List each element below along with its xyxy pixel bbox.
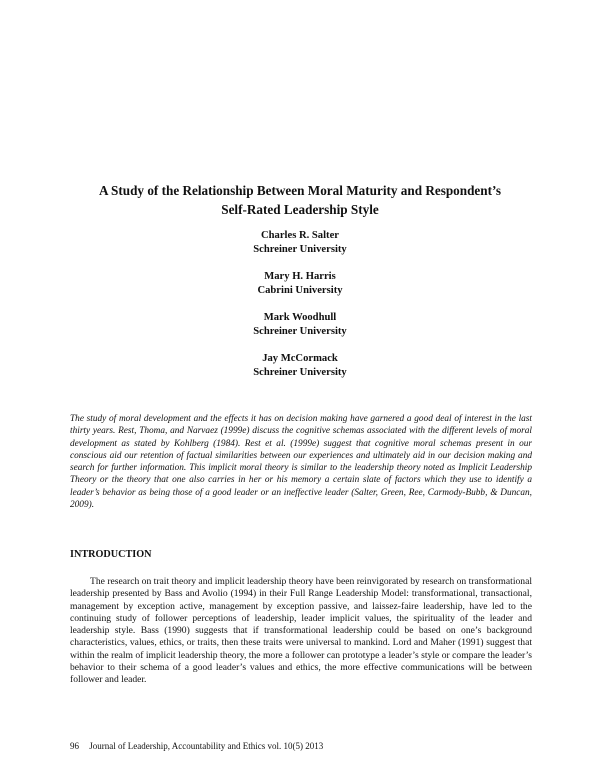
page-footer [70,741,323,751]
title-line-1: A Study of the Relationship Between Moral Maturity and Respondent’s [98,183,502,198]
author-block [100,311,500,339]
author-list [100,229,500,393]
author-name: Mary H. Harris [264,271,336,282]
author-affiliation: Schreiner University [253,244,347,255]
abstract: The study of moral development and the effects it has on decision making have garnered a good deal of interest in the last thirty years. Rest, Thoma, and Narvaez (1999e) discuss the cognitive schemas associated with the different levels of moral development as stated by Kohlberg (1984). Rest et al. (1999e) suggest that cognitive moral schemas present in our conscious aid our retention of factual similarities between our experiences and ultimately aid in our decision making and search for further information. This implicit moral theory is similar to the leadership theory noted as Implicit Leadership Theory or the theory that one also carries in her or his memory a certain slate of factors which they use to identify a leader’s behavior as being those of a good leader or an ineffective leader (Salter, Green, Ree, Carmody-Bubb, & Duncan, 2009). [70,414,532,510]
author-block [100,229,500,257]
author-affiliation: Schreiner University [253,367,347,378]
author-name: Mark Woodhull [263,312,337,323]
author-name: Charles R. Salter [261,230,339,241]
author-name: Jay McCormack [262,353,338,364]
author-block [100,352,500,380]
paper-title [60,181,540,219]
journal-citation: Journal of Leadership, Accountability and Ethics vol. 10(5) 2013 [89,741,324,751]
introduction-paragraph: The research on trait theory and implicit leadership theory have been reinvigorated by research on transformational leadership presented by Bass and Avolio (1994) in their Full Range Leadership Model: transformational, transactional, management by exception active, management by exception passive, and laissez-faire leadership, have led to the continuing study of follower perceptions of leadership, leader implicit values, the spirituality of the leader and leadership style. Bass (1990) suggests that if transformational leadership could be based on one’s background characteristics, values, ethics, or traits, then these traits were universal to mankind. Lord and Maher (1991) suggest that within the realm of implicit leadership theory, the more a follower can prototype a leader’s style or compare the leader’s behavior to their schema of a good leader’s values and ethics, the more effective communications will be between follower and leader. [70,576,532,685]
title-line-2: Self-Rated Leadership Style [221,202,379,217]
author-affiliation: Cabrini University [257,285,343,296]
author-affiliation: Schreiner University [253,326,347,337]
page-number: 96 [70,741,79,751]
section-heading: INTRODUCTION [70,549,152,560]
author-block [100,270,500,298]
